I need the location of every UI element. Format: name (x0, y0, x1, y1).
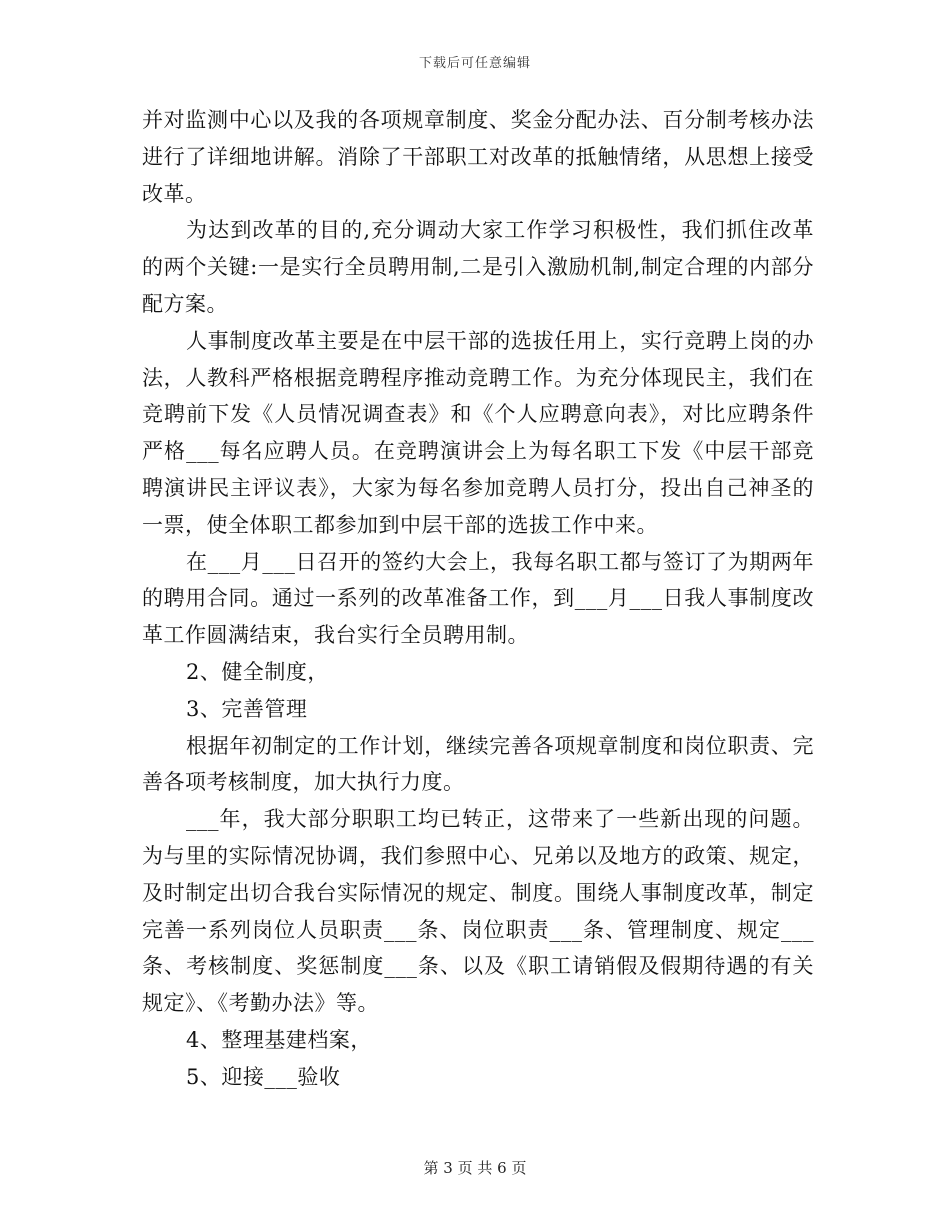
page-number: 第 3 页 共 6 页 (423, 1159, 527, 1177)
section-heading-2: 2、健全制度， (186, 659, 329, 684)
paragraph-5: 根据年初制定的工作计划，继续完善各项规章制度和岗位职责、完善各项考核制度，加大执行力度。 (142, 733, 814, 795)
section-heading-4: 4、整理基建档案， (186, 1027, 372, 1052)
page-header: 下载后可任意编辑 (418, 56, 531, 71)
paragraph-2: 为达到改革的目的,充分调动大家工作学习积极性，我们抓住改革的两个关键:一是实行全员聘用制,二是引入激励机制,制定合理的内部分配方案。 (142, 218, 814, 316)
section-heading-3: 3、完善管理 (186, 696, 308, 721)
section-heading-5: 5、迎接___验收 (186, 1064, 341, 1089)
paragraph-6: ___年，我大部分职职工均已转正，这带来了一些新出现的问题。为与里的实际情况协调，我们参照中心、兄弟以及地方的政策、规定，及时制定出切合我台实际情况的规定、制度。围绕人事制度改革，制定完善一系列岗位人员职责___条、岗位职责___条、管理制度、规定___条、考核制度、奖惩制度___条、以及《职工请销假及假期待遇的有关规定》、《考勤办法》等。 (142, 807, 814, 1016)
document-body (142, 102, 814, 1096)
paragraph-1: 并对监测中心以及我的各项规章制度、奖金分配办法、百分制考核办法进行了详细地讲解。消除了干部职工对改革的抵触情绪，从思想上接受改革。 (142, 108, 814, 206)
paragraph-3: 人事制度改革主要是在中层干部的选拔任用上，实行竞聘上岗的办法，人教科严格根据竞聘程序推动竞聘工作。为充分体现民主，我们在竞聘前下发《人员情况调查表》和《个人应聘意向表》，对比应聘条件严格___每名应聘人员。在竞聘演讲会上为每名职工下发《中层干部竞聘演讲民主评议表》，大家为每名参加竞聘人员打分，投出自己神圣的一票，使全体职工都参加到中层干部的选拔工作中来。 (142, 328, 814, 537)
paragraph-4: 在___月___日召开的签约大会上，我每名职工都与签订了为期两年的聘用合同。通过一系列的改革准备工作，到___月___日我人事制度改革工作圆满结束，我台实行全员聘用制。 (142, 549, 814, 648)
